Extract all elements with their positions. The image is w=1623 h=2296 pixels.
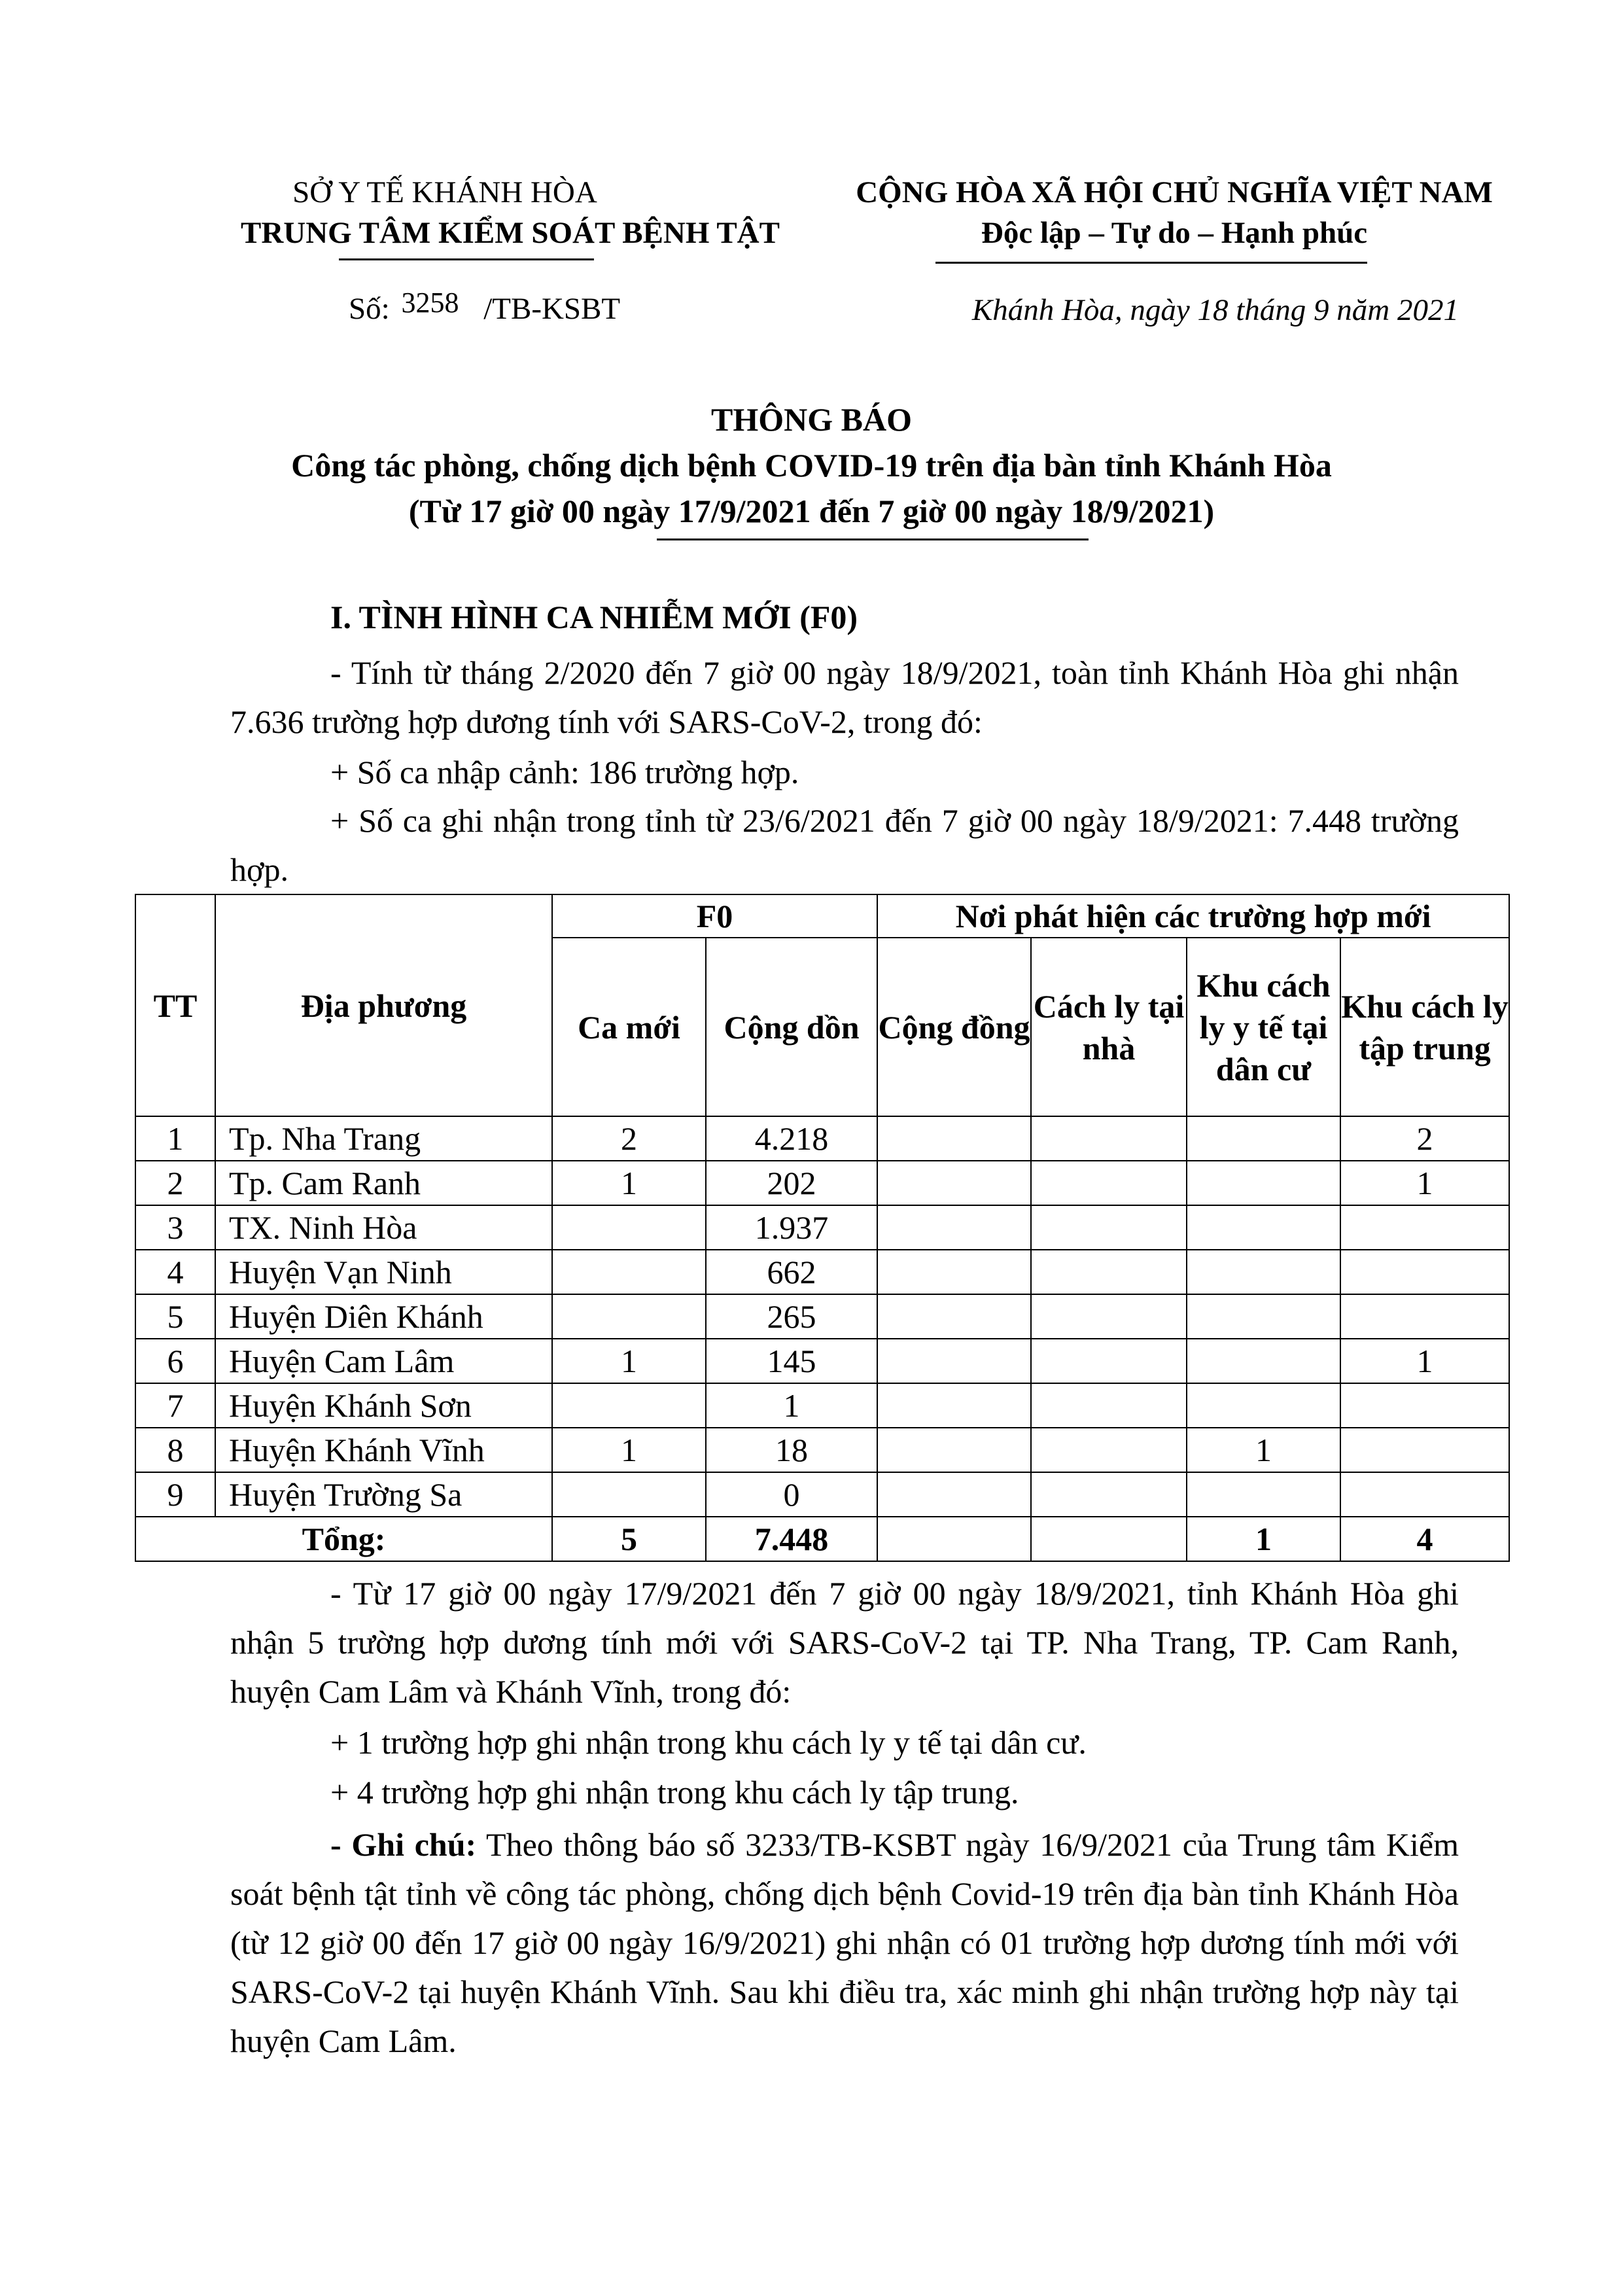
agency-name: SỞ Y TẾ KHÁNH HÒA xyxy=(292,175,597,209)
table-row xyxy=(135,1339,1509,1383)
paragraph-imported: + Số ca nhập cảnh: 186 trường hợp. xyxy=(330,754,799,790)
row-cumulative: 18 xyxy=(706,1428,877,1472)
row-locality: TX. Ninh Hòa xyxy=(215,1205,552,1250)
row-community xyxy=(877,1339,1031,1383)
doc-period: (Từ 17 giờ 00 ngày 17/9/2021 đến 7 giờ 00 ngày 18/9/2021) xyxy=(408,493,1215,529)
row-new-cases xyxy=(552,1472,706,1517)
row-locality: Tp. Nha Trang xyxy=(215,1116,552,1161)
row-locality: Huyện Diên Khánh xyxy=(215,1294,552,1339)
row-cumulative: 145 xyxy=(706,1339,877,1383)
row-centralized xyxy=(1340,1472,1509,1517)
row-centralized xyxy=(1340,1383,1509,1428)
header-home-isolation: Cách ly tại nhà xyxy=(1031,938,1187,1116)
row-home xyxy=(1031,1428,1187,1472)
table-row xyxy=(135,1161,1509,1205)
total-new: 5 xyxy=(552,1517,706,1561)
row-centralized xyxy=(1340,1250,1509,1294)
row-residential xyxy=(1187,1383,1340,1428)
row-tt: 8 xyxy=(135,1428,215,1472)
note-text: Theo thông báo số 3233/TB-KSBT ngày 16/9/2021 của Trung tâm Kiểm soát bệnh tật tỉnh về công tác phòng, chống dịch bệnh Covid-19 trên địa bàn tỉnh Khánh Hòa (từ 12 giờ 00 đến 17 giờ 00 ngày 16/9/2021) ghi nhận có 01 trường hợp dương tính mới với SARS-CoV-2 tại huyện Khánh Vĩnh. Sau khi điều tra, xác minh ghi nhận trường hợp này tại huyện Cam Lâm. xyxy=(230,1826,1459,2059)
paragraph-total: - Tính từ tháng 2/2020 đến 7 giờ 00 ngày 18/9/2021, toàn tỉnh Khánh Hòa ghi nhận 7.636 trường hợp dương tính với SARS-CoV-2, trong đó: xyxy=(230,654,1459,740)
row-community xyxy=(877,1383,1031,1428)
header-f0: F0 xyxy=(552,894,877,938)
table-row xyxy=(135,1294,1509,1339)
total-cumulative: 7.448 xyxy=(706,1517,877,1561)
table-row xyxy=(135,1383,1509,1428)
row-locality: Huyện Khánh Sơn xyxy=(215,1383,552,1428)
row-community xyxy=(877,1205,1031,1250)
center-name: TRUNG TÂM KIỂM SOÁT BỆNH TẬT xyxy=(241,216,780,250)
place-date: Khánh Hòa, ngày 18 tháng 9 năm 2021 xyxy=(971,293,1459,327)
row-cumulative: 0 xyxy=(706,1472,877,1517)
row-centralized xyxy=(1340,1428,1509,1472)
row-cumulative: 1.937 xyxy=(706,1205,877,1250)
row-locality: Huyện Khánh Vĩnh xyxy=(215,1428,552,1472)
total-residential: 1 xyxy=(1187,1517,1340,1561)
doc-subtitle: Công tác phòng, chống dịch bệnh COVID-19 trên địa bàn tỉnh Khánh Hòa xyxy=(291,447,1332,484)
table-row xyxy=(135,1116,1509,1161)
row-tt: 5 xyxy=(135,1294,215,1339)
row-community xyxy=(877,1294,1031,1339)
row-residential xyxy=(1187,1116,1340,1161)
table-row xyxy=(135,1250,1509,1294)
row-tt: 9 xyxy=(135,1472,215,1517)
row-home xyxy=(1031,1339,1187,1383)
row-residential xyxy=(1187,1250,1340,1294)
row-centralized: 1 xyxy=(1340,1339,1509,1383)
header-detection: Nơi phát hiện các trường hợp mới xyxy=(877,894,1509,938)
motto: Độc lập – Tự do – Hạnh phúc xyxy=(981,216,1368,250)
row-home xyxy=(1031,1250,1187,1294)
row-community xyxy=(877,1472,1031,1517)
doc-number-value: 3258 xyxy=(401,287,459,319)
row-centralized xyxy=(1340,1294,1509,1339)
row-tt: 3 xyxy=(135,1205,215,1250)
paragraph-centralized: + 4 trường hợp ghi nhận trong khu cách ly tập trung. xyxy=(330,1774,1019,1810)
row-new-cases: 1 xyxy=(552,1428,706,1472)
row-residential xyxy=(1187,1161,1340,1205)
row-cumulative: 4.218 xyxy=(706,1116,877,1161)
paragraph-residential: + 1 trường hợp ghi nhận trong khu cách ly y tế tại dân cư. xyxy=(330,1724,1087,1761)
row-locality: Huyện Vạn Ninh xyxy=(215,1250,552,1294)
total-label: Tổng: xyxy=(135,1517,552,1561)
row-new-cases xyxy=(552,1294,706,1339)
header-new-cases: Ca mới xyxy=(552,938,706,1116)
table-row xyxy=(135,1205,1509,1250)
row-tt: 4 xyxy=(135,1250,215,1294)
row-home xyxy=(1031,1161,1187,1205)
header-tt: TT xyxy=(135,894,215,1116)
row-community xyxy=(877,1116,1031,1161)
header-community: Cộng đồng xyxy=(877,938,1031,1116)
doc-number xyxy=(349,288,620,330)
paragraph-local: + Số ca ghi nhận trong tỉnh từ 23/6/2021 đến 7 giờ 00 ngày 18/9/2021: 7.448 trường hợp. xyxy=(230,802,1459,888)
total-home xyxy=(1031,1517,1187,1561)
header-residential-isolation: Khu cách ly y tế tại dân cư xyxy=(1187,938,1340,1116)
row-cumulative: 202 xyxy=(706,1161,877,1205)
row-community xyxy=(877,1428,1031,1472)
row-locality: Huyện Cam Lâm xyxy=(215,1339,552,1383)
row-centralized: 2 xyxy=(1340,1116,1509,1161)
row-centralized: 1 xyxy=(1340,1161,1509,1205)
paragraph-new-cases: - Từ 17 giờ 00 ngày 17/9/2021 đến 7 giờ 00 ngày 18/9/2021, tỉnh Khánh Hòa ghi nhận 5 trường hợp dương tính mới với SARS-CoV-2 tại TP. Nha Trang, TP. Cam Ranh, huyện Cam Lâm và Khánh Vĩnh, trong đó: xyxy=(230,1575,1459,1710)
row-new-cases xyxy=(552,1205,706,1250)
row-residential: 1 xyxy=(1187,1428,1340,1472)
row-new-cases: 1 xyxy=(552,1161,706,1205)
row-cumulative: 265 xyxy=(706,1294,877,1339)
row-tt: 6 xyxy=(135,1339,215,1383)
row-locality: Tp. Cam Ranh xyxy=(215,1161,552,1205)
row-home xyxy=(1031,1472,1187,1517)
doc-title: THÔNG BÁO xyxy=(711,401,912,438)
row-new-cases xyxy=(552,1383,706,1428)
row-residential xyxy=(1187,1205,1340,1250)
row-centralized xyxy=(1340,1205,1509,1250)
table-row xyxy=(135,1428,1509,1472)
paragraph-note xyxy=(230,1820,1459,2066)
note-label: - Ghi chú: xyxy=(330,1826,477,1863)
row-new-cases: 1 xyxy=(552,1339,706,1383)
total-community xyxy=(877,1517,1031,1561)
row-tt: 2 xyxy=(135,1161,215,1205)
row-community xyxy=(877,1161,1031,1205)
motto-underline xyxy=(935,262,1367,264)
row-residential xyxy=(1187,1339,1340,1383)
row-community xyxy=(877,1250,1031,1294)
title-underline xyxy=(657,539,1089,540)
row-cumulative: 1 xyxy=(706,1383,877,1428)
row-locality: Huyện Trường Sa xyxy=(215,1472,552,1517)
row-tt: 1 xyxy=(135,1116,215,1161)
header-centralized-isolation: Khu cách ly tập trung xyxy=(1340,938,1509,1116)
country-name: CỘNG HÒA XÃ HỘI CHỦ NGHĨA VIỆT NAM xyxy=(856,175,1493,209)
doc-number-suffix: /TB-KSBT xyxy=(483,292,621,326)
row-tt: 7 xyxy=(135,1383,215,1428)
row-home xyxy=(1031,1383,1187,1428)
row-residential xyxy=(1187,1472,1340,1517)
row-home xyxy=(1031,1116,1187,1161)
total-centralized: 4 xyxy=(1340,1517,1509,1561)
center-underline xyxy=(339,258,594,260)
row-residential xyxy=(1187,1294,1340,1339)
row-new-cases: 2 xyxy=(552,1116,706,1161)
row-home xyxy=(1031,1205,1187,1250)
cases-table xyxy=(135,894,1510,1562)
row-new-cases xyxy=(552,1250,706,1294)
row-home xyxy=(1031,1294,1187,1339)
table-row xyxy=(135,1472,1509,1517)
row-cumulative: 662 xyxy=(706,1250,877,1294)
header-cumulative: Cộng dồn xyxy=(706,938,877,1116)
section-heading: I. TÌNH HÌNH CA NHIỄM MỚI (F0) xyxy=(330,599,858,635)
header-locality: Địa phương xyxy=(215,894,552,1116)
doc-number-label: Số: xyxy=(349,292,390,326)
table-total-row xyxy=(135,1517,1509,1561)
